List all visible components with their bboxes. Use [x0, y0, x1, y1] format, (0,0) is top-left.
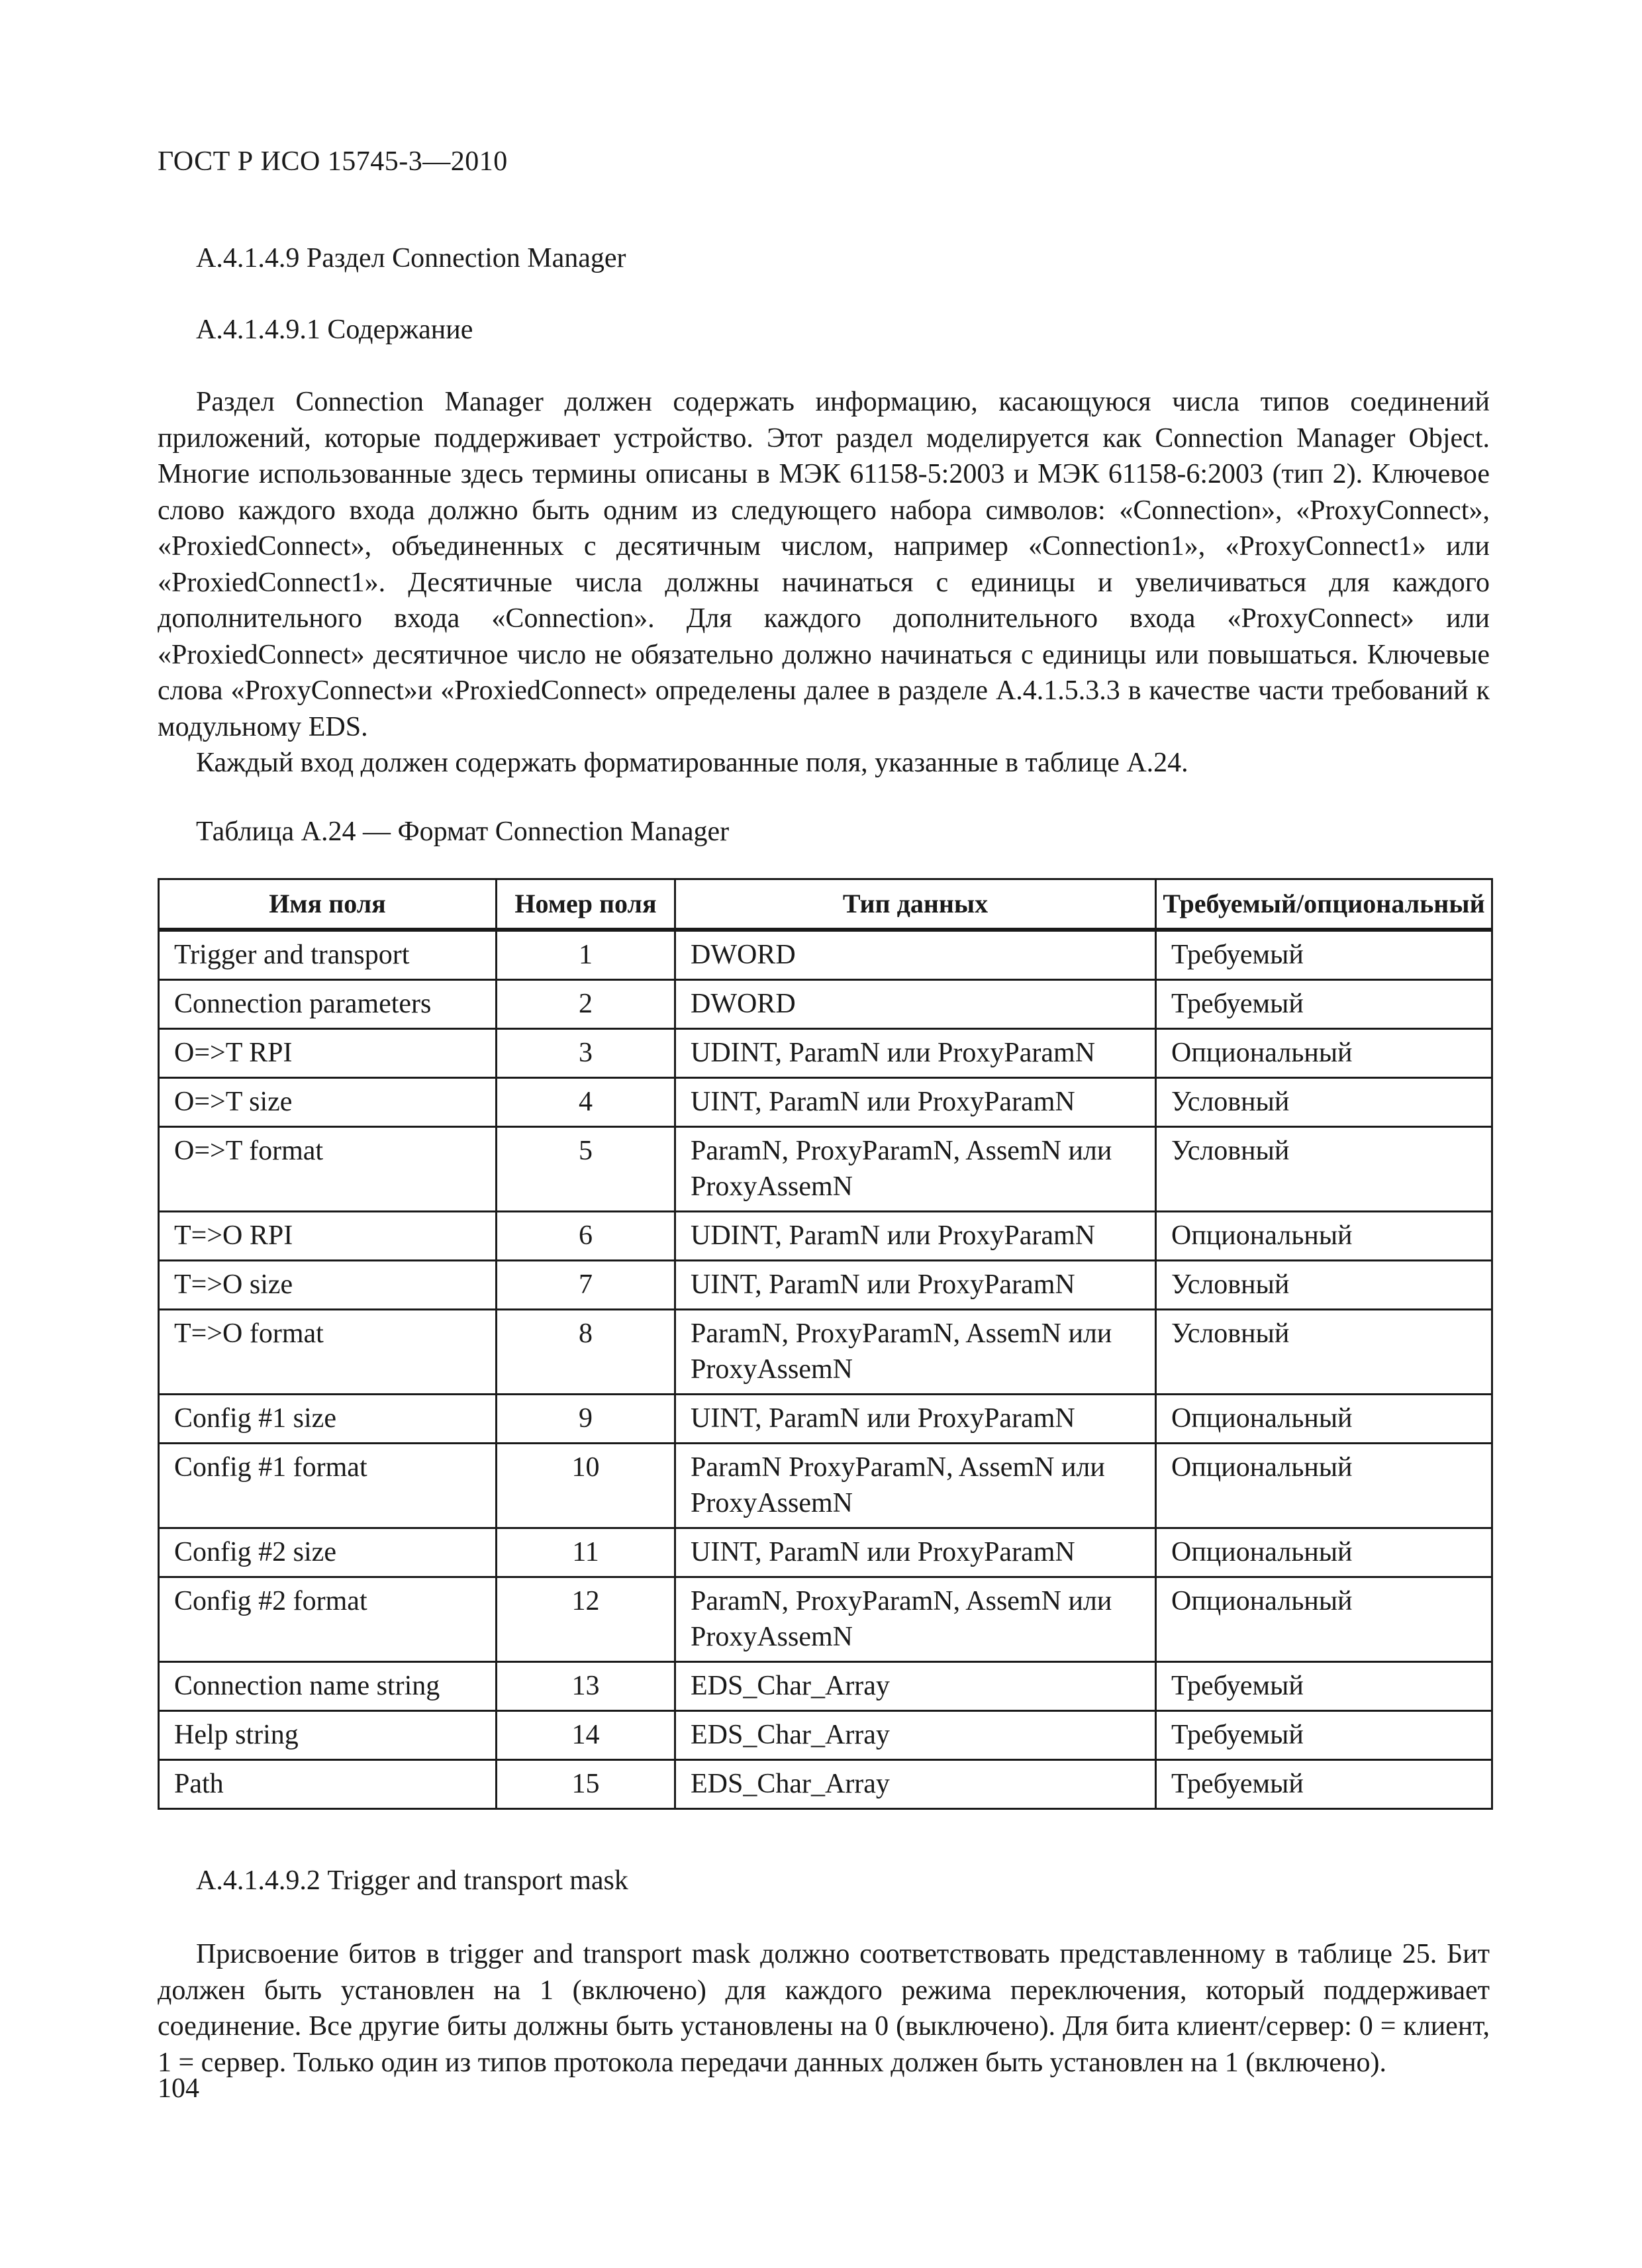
- field-number-cell: 4: [497, 1078, 675, 1127]
- field-name-cell: Connection parameters: [159, 980, 497, 1029]
- running-head: ГОСТ Р ИСО 15745-3—2010: [158, 146, 508, 177]
- table-row: [159, 1310, 1492, 1395]
- table-row: [159, 1395, 1492, 1444]
- header-required-optional: Требуемый/опциональный: [1156, 879, 1492, 930]
- requirement-cell: Опциональный: [1156, 1395, 1492, 1444]
- requirement-cell: Требуемый: [1156, 1662, 1492, 1711]
- paragraph: Раздел Connection Manager должен содержать информацию, касающуюся числа типов соединений приложений, которые поддерживает устройство. Этот раздел моделируется как Connection Manager Object. Многие использованные здесь термины описаны в МЭК 61158-5:2003 и МЭК 61158-6:2003 (тип 2). Ключевое слово каждого входа должно быть одним из следующего набора символов: «Connection», «ProxyConnect», «ProxiedConnect», объединенных с десятичным числом, например «Connection1», «ProxyConnect1» или «ProxiedConnect1». Десятичные числа должны начинаться с единицы и увеличиваться для каждого дополнительного входа «Connection». Для каждого дополнительного входа «ProxyConnect» или «ProxiedConnect» десятичное число не обязательно должно начинаться с единицы или повышаться. Ключевые слова «ProxyConnect»и «ProxiedConnect» определены далее в разделе А.4.1.5.3.3 в качестве части требований к модульному EDS.: [158, 387, 1490, 742]
- field-number-cell: 12: [497, 1577, 675, 1662]
- data-type-cell: UINT, ParamN или ProxyParamN: [675, 1078, 1156, 1127]
- requirement-cell: Условный: [1156, 1127, 1492, 1212]
- table-row: [159, 1212, 1492, 1261]
- requirement-cell: Условный: [1156, 1310, 1492, 1395]
- data-type-cell: UINT, ParamN или ProxyParamN: [675, 1395, 1156, 1444]
- body-text-1: [158, 384, 1490, 781]
- field-number-cell: 8: [497, 1310, 675, 1395]
- table-row: [159, 1029, 1492, 1078]
- requirement-cell: Условный: [1156, 1261, 1492, 1310]
- table-row: [159, 1444, 1492, 1528]
- section-heading: А.4.1.4.9 Раздел Connection Manager: [196, 243, 626, 273]
- field-name-cell: T=>O size: [159, 1261, 497, 1310]
- field-name-cell: T=>O format: [159, 1310, 497, 1395]
- field-name-cell: Config #2 format: [159, 1577, 497, 1662]
- field-name-cell: Path: [159, 1760, 497, 1809]
- requirement-cell: Требуемый: [1156, 1711, 1492, 1760]
- table-row: [159, 1662, 1492, 1711]
- data-type-cell: EDS_Char_Array: [675, 1711, 1156, 1760]
- requirement-cell: Требуемый: [1156, 930, 1492, 980]
- body-text-2: [158, 1936, 1490, 2081]
- field-number-cell: 15: [497, 1760, 675, 1809]
- table-row: [159, 1261, 1492, 1310]
- field-number-cell: 9: [497, 1395, 675, 1444]
- table-row: [159, 1127, 1492, 1212]
- subsection-heading-contents: А.4.1.4.9.1 Содержание: [196, 315, 473, 345]
- field-number-cell: 2: [497, 980, 675, 1029]
- data-type-cell: EDS_Char_Array: [675, 1662, 1156, 1711]
- table-row: [159, 1711, 1492, 1760]
- data-type-cell: UINT, ParamN или ProxyParamN: [675, 1261, 1156, 1310]
- requirement-cell: Опциональный: [1156, 1444, 1492, 1528]
- data-type-cell: UINT, ParamN или ProxyParamN: [675, 1528, 1156, 1577]
- data-type-cell: UDINT, ParamN или ProxyParamN: [675, 1029, 1156, 1078]
- table-body: [159, 930, 1492, 1809]
- field-number-cell: 7: [497, 1261, 675, 1310]
- data-type-cell: ParamN ProxyParamN, AssemN или ProxyAssemN: [675, 1444, 1156, 1528]
- field-number-cell: 6: [497, 1212, 675, 1261]
- field-number-cell: 3: [497, 1029, 675, 1078]
- field-name-cell: Help string: [159, 1711, 497, 1760]
- field-name-cell: O=>T format: [159, 1127, 497, 1212]
- field-name-cell: Config #1 size: [159, 1395, 497, 1444]
- table-row: [159, 1528, 1492, 1577]
- table-row: [159, 1760, 1492, 1809]
- field-name-cell: O=>T size: [159, 1078, 497, 1127]
- table-row: [159, 1078, 1492, 1127]
- table-header-row: [159, 879, 1492, 930]
- page-number: 104: [158, 2073, 199, 2104]
- data-type-cell: ParamN, ProxyParamN, AssemN или ProxyAssemN: [675, 1127, 1156, 1212]
- field-name-cell: Config #1 format: [159, 1444, 497, 1528]
- header-data-type: Тип данных: [675, 879, 1156, 930]
- data-type-cell: EDS_Char_Array: [675, 1760, 1156, 1809]
- requirement-cell: Опциональный: [1156, 1577, 1492, 1662]
- field-number-cell: 14: [497, 1711, 675, 1760]
- table-caption: Таблица А.24 — Формат Connection Manager: [196, 816, 730, 847]
- table-row: [159, 930, 1492, 980]
- field-number-cell: 1: [497, 930, 675, 980]
- field-name-cell: Connection name string: [159, 1662, 497, 1711]
- paragraph: Присвоение битов в trigger and transport mask должно соответствовать представленному в таблице 25. Бит должен быть установлен на 1 (включено) для каждого режима переключения, который поддерживает соединение. Все другие биты должны быть установлены на 0 (выключено). Для бита клиент/сервер: 0 = клиент, 1 = сервер. Только один из типов протокола передачи данных должен быть установлен на 1 (включено).: [158, 1939, 1490, 2078]
- data-type-cell: DWORD: [675, 980, 1156, 1029]
- field-name-cell: Trigger and transport: [159, 930, 497, 980]
- field-name-cell: Config #2 size: [159, 1528, 497, 1577]
- requirement-cell: Требуемый: [1156, 1760, 1492, 1809]
- header-field-number: Номер поля: [497, 879, 675, 930]
- field-number-cell: 11: [497, 1528, 675, 1577]
- field-name-cell: T=>O RPI: [159, 1212, 497, 1261]
- requirement-cell: Опциональный: [1156, 1029, 1492, 1078]
- requirement-cell: Опциональный: [1156, 1528, 1492, 1577]
- field-number-cell: 13: [497, 1662, 675, 1711]
- subsection-heading-mask: А.4.1.4.9.2 Trigger and transport mask: [196, 1865, 628, 1896]
- data-type-cell: DWORD: [675, 930, 1156, 980]
- connection-manager-format-table: [158, 878, 1493, 1810]
- requirement-cell: Условный: [1156, 1078, 1492, 1127]
- field-number-cell: 10: [497, 1444, 675, 1528]
- requirement-cell: Опциональный: [1156, 1212, 1492, 1261]
- data-type-cell: ParamN, ProxyParamN, AssemN или ProxyAssemN: [675, 1310, 1156, 1395]
- data-type-cell: ParamN, ProxyParamN, AssemN или ProxyAssemN: [675, 1577, 1156, 1662]
- paragraph: Каждый вход должен содержать форматированные поля, указанные в таблице А.24.: [196, 748, 1188, 778]
- field-name-cell: O=>T RPI: [159, 1029, 497, 1078]
- requirement-cell: Требуемый: [1156, 980, 1492, 1029]
- table-row: [159, 1577, 1492, 1662]
- header-field-name: Имя поля: [159, 879, 497, 930]
- table-row: [159, 980, 1492, 1029]
- field-number-cell: 5: [497, 1127, 675, 1212]
- data-type-cell: UDINT, ParamN или ProxyParamN: [675, 1212, 1156, 1261]
